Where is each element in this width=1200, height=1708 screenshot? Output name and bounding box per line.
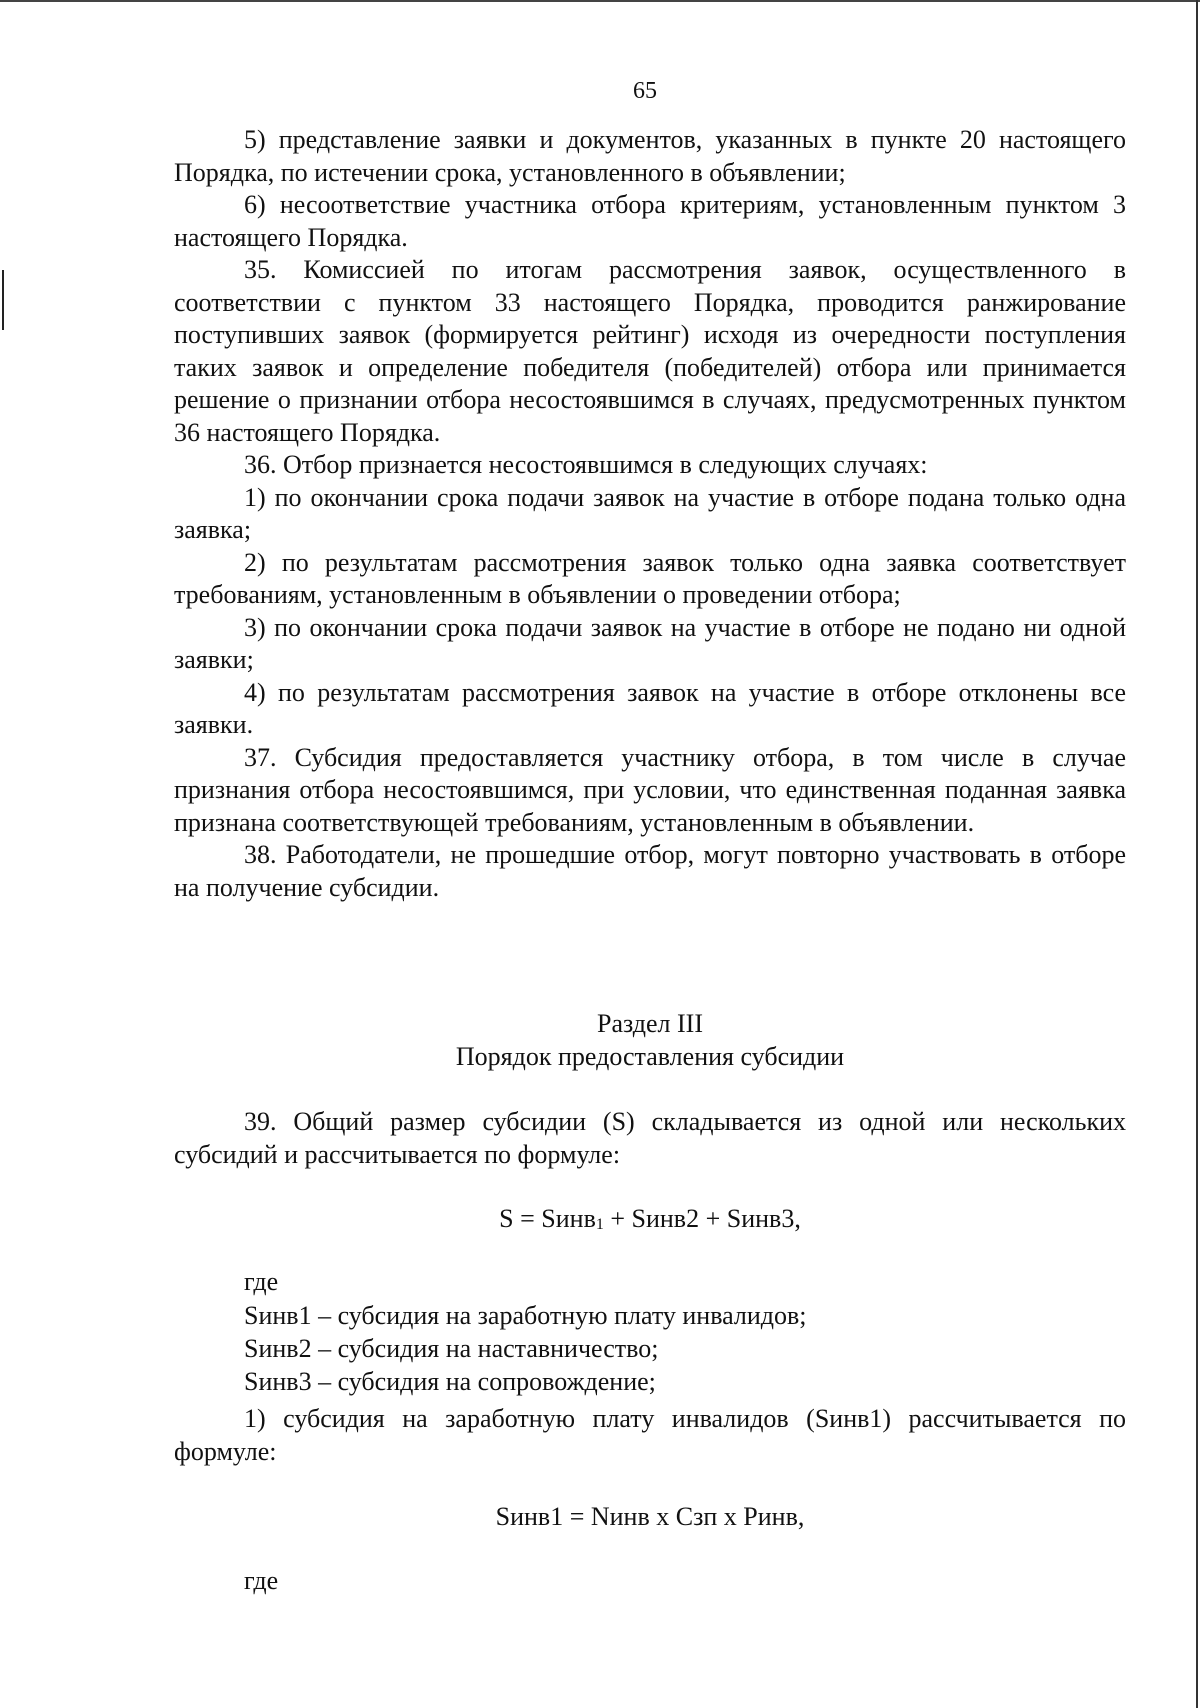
paragraph-35: 35. Комиссией по итогам рассмотрения заявок, осуществленного в соответствии с пунктом 33 настоящего Порядка, проводится ранжирование поступивших заявок (формируется рейтинг) исходя из очередности поступления таких заявок и определение победителя (победителей) отбора или принимается решение о признании отбора несостоявшимся в случаях, предусмотренных пунктом 36 настоящего Порядка. <box>174 255 1126 447</box>
definition-sinv1: Sинв1 – субсидия на заработную плату инвалидов; <box>244 1301 807 1330</box>
item-1-salary-subsidy: 1) субсидия на заработную плату инвалидов (Sинв1) рассчитывается по формуле: <box>174 1404 1126 1466</box>
paragraph-37: 37. Субсидия предоставляется участнику отбора, в том числе в случае признания отбора несостоявшимся, при условии, что единственная поданная заявка признана соответствующей требованиям, установленным в объявлении. <box>174 742 1126 837</box>
paragraph-item-6: 6) несоответствие участника отбора критериям, установленным пунктом 3 настоящего Порядка. <box>174 190 1126 252</box>
formula-total-rest: + Sинв2 + Sинв3, <box>603 1204 801 1233</box>
paragraph-36-item-1: 1) по окончании срока подачи заявок на участие в отборе подана только одна заявка; <box>174 482 1126 544</box>
item-1-block <box>174 1403 1126 1468</box>
formula-total-subscript: 1 <box>595 1216 604 1233</box>
paragraph-36-item-3: 3) по окончании срока подачи заявок на участие в отборе не подано ни одной заявки; <box>174 612 1126 674</box>
section-subtitle: Порядок предоставления субсидии <box>455 1042 845 1071</box>
where-label-2: где <box>244 1566 279 1595</box>
definition-sinv2: Sинв2 – субсидия на наставничество; <box>244 1334 659 1363</box>
formula-total <box>174 1203 1126 1241</box>
paragraph-36-item-2: 2) по результатам рассмотрения заявок только одна заявка соответствует требованиям, установленным в объявлении о проведении отбора; <box>174 547 1126 609</box>
paragraph-38: 38. Работодатели, не прошедшие отбор, могут повторно участвовать в отборе на получение субсидии. <box>174 840 1126 902</box>
paragraph-39-block <box>174 1106 1126 1171</box>
formula-sinv1: Sинв1 = Nинв х Сзп х Ринв, <box>495 1502 805 1531</box>
scan-edge-top <box>0 0 1200 2</box>
page-number: 65 <box>633 78 657 104</box>
paragraph-item-5: 5) представление заявки и документов, указанных в пункте 20 настоящего Порядка, по истечении срока, установленного в объявлении; <box>174 125 1126 187</box>
main-text <box>174 124 1126 904</box>
paragraph-36-item-4: 4) по результатам рассмотрения заявок на участие в отборе отклонены все заявки. <box>174 677 1126 739</box>
paragraph-36: 36. Отбор признается несостоявшимся в следующих случаях: <box>244 450 928 479</box>
section-title: Раздел III <box>596 1009 704 1038</box>
definition-sinv3: Sинв3 – субсидия на сопровождение; <box>244 1367 656 1396</box>
formula-total-prefix: S = Sинв <box>499 1204 596 1233</box>
scan-edge-left <box>2 270 4 330</box>
where-label-1: где <box>244 1267 279 1296</box>
scan-edge-right <box>1196 0 1198 1708</box>
paragraph-39: 39. Общий размер субсидии (S) складывается из одной или нескольких субсидий и рассчитывается по формуле: <box>174 1107 1126 1169</box>
